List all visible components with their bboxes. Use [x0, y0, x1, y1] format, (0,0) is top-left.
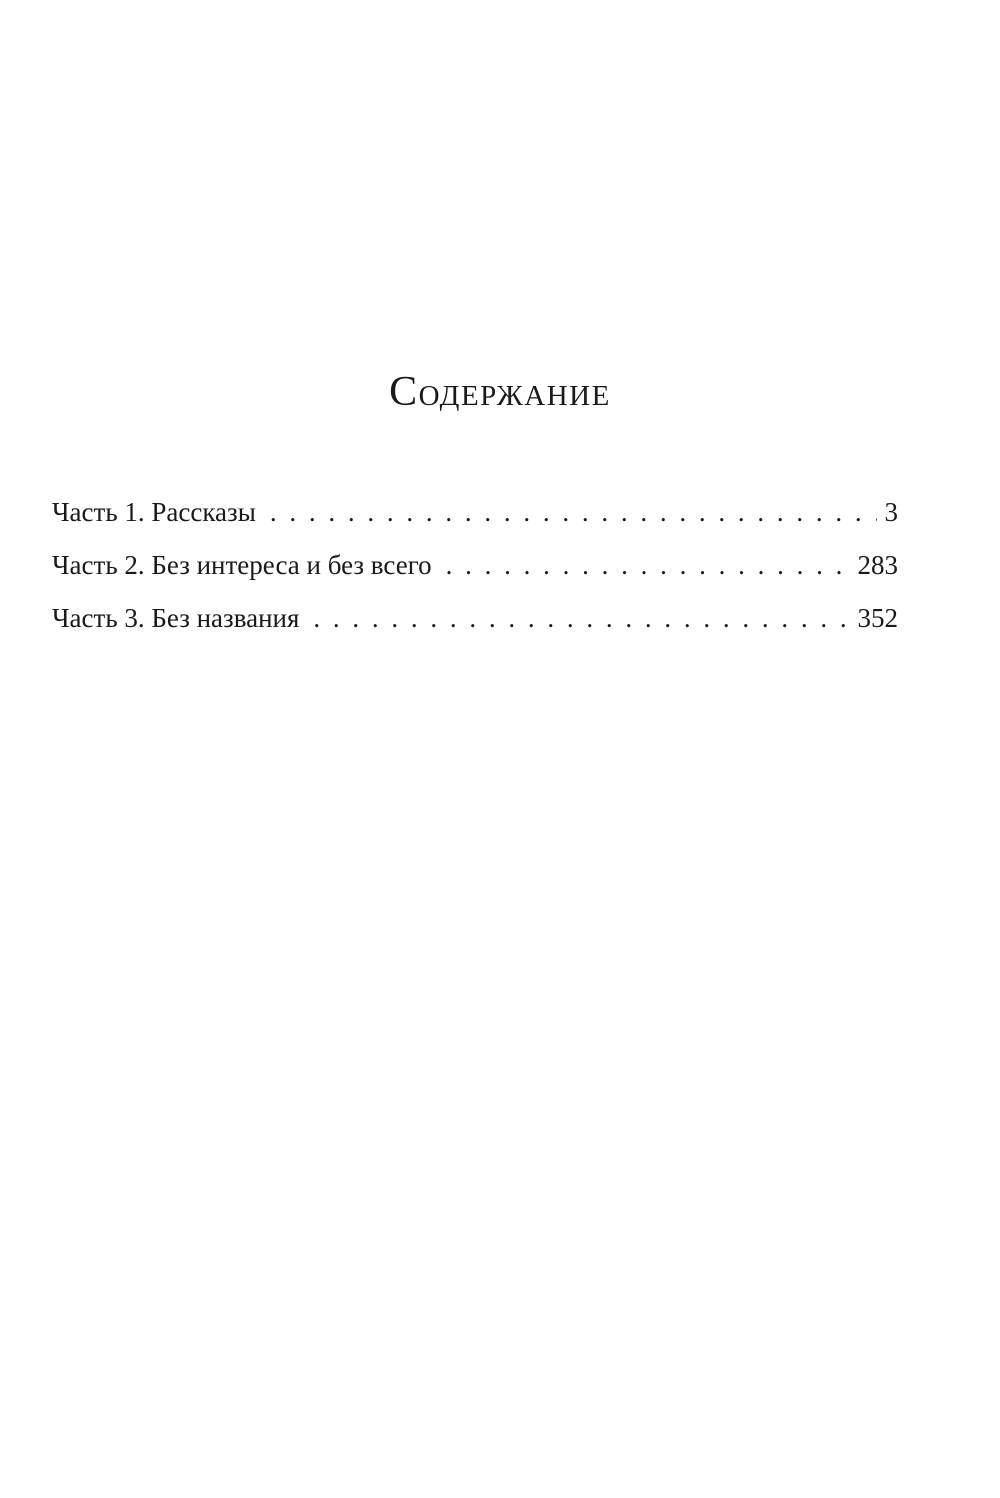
toc-entry — [52, 545, 898, 598]
toc-list — [52, 492, 898, 651]
toc-entry-title: Часть 1. Рассказы — [52, 497, 256, 527]
toc-page-number: 283 — [857, 550, 898, 580]
toc-dot-leader — [446, 545, 850, 585]
toc-entry-title: Часть 2. Без интереса и без всего — [52, 550, 432, 580]
toc-page-number: 352 — [857, 603, 898, 633]
toc-entry — [52, 492, 898, 545]
toc-dot-leader — [313, 598, 849, 638]
toc-entry — [52, 598, 898, 651]
toc-title: Содержание — [389, 369, 611, 415]
toc-page-number: 3 — [884, 497, 898, 527]
toc-dot-leader — [270, 492, 877, 532]
toc-entry-title: Часть 3. Без названия — [52, 603, 300, 633]
